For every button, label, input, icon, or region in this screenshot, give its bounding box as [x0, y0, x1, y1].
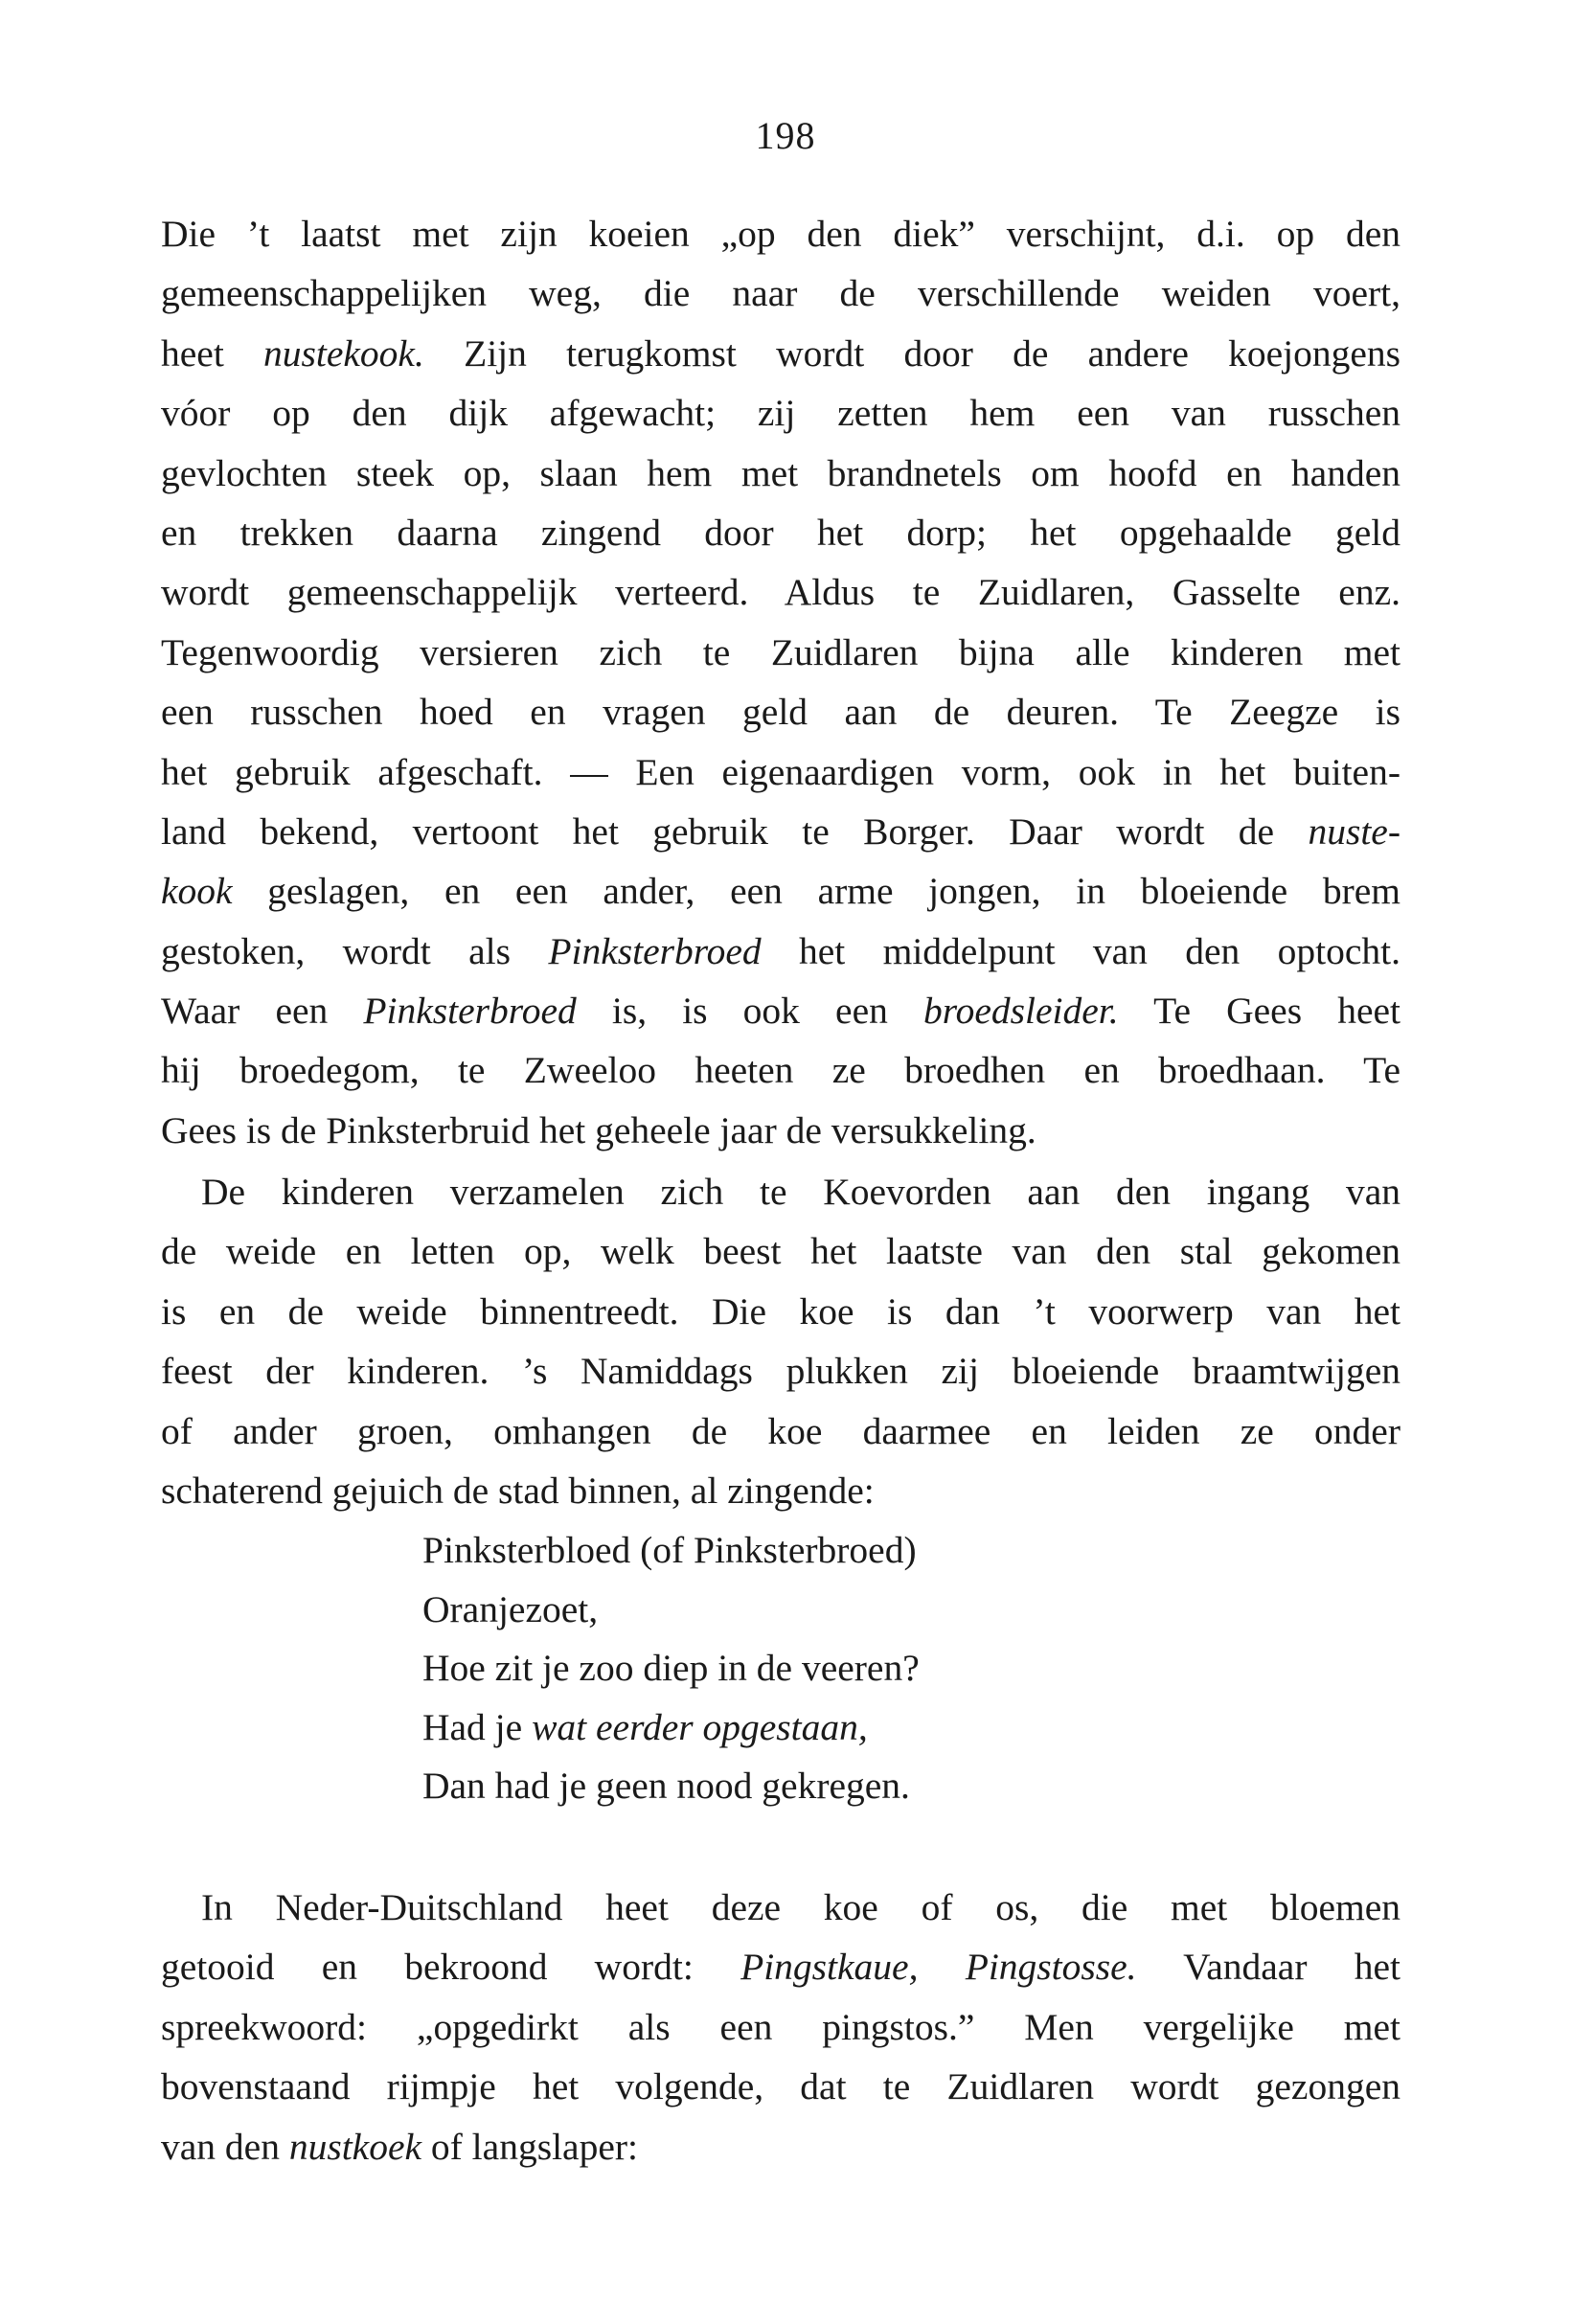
text-run: Hoe zit je zoo diep in de veeren? — [422, 1647, 920, 1689]
text-run: gevlochten steek op, slaan hem met brandnetels om hoofd en handen — [161, 451, 1400, 494]
text-line — [422, 1581, 920, 1640]
text-run: De kinderen verzamelen zich te Koevorden aan den ingang van — [201, 1171, 1400, 1213]
text-run: vóor op den dijk afgewacht; zij zetten hem een van russchen — [161, 392, 1400, 435]
text-line — [161, 1937, 1400, 1996]
text-line — [161, 503, 1400, 562]
text-line — [161, 1282, 1400, 1341]
paragraph-neder-duitschland — [161, 1878, 1400, 2176]
italic-term: Pinksterbroed — [363, 990, 577, 1033]
text-run: Had je — [422, 1705, 533, 1748]
text-run: feest der kinderen. ’s Namiddags plukken zij bloeiende braamtwijgen — [161, 1350, 1400, 1393]
text-run: een russchen hoed en vragen geld aan de deuren. Te Zeegze is — [161, 691, 1400, 734]
text-run: getooid en bekroond wordt: — [161, 1946, 741, 1989]
text-run: is, is ook een — [576, 990, 923, 1033]
text-line — [161, 623, 1400, 682]
paragraph-nustekook — [161, 204, 1400, 1160]
text-run: en trekken daarna zingend door het dorp; het opgehaalde geld — [161, 511, 1400, 554]
text-line — [161, 383, 1400, 443]
text-line — [161, 1401, 1400, 1461]
page-number: 198 — [755, 114, 816, 157]
text-line — [161, 1878, 1400, 1937]
text-line — [161, 1341, 1400, 1401]
text-line — [161, 742, 1400, 802]
italic-term: Pinksterbroed — [548, 929, 762, 972]
text-run: Oranjezoet, — [422, 1587, 599, 1630]
text-line — [422, 1521, 920, 1581]
text-line — [161, 2057, 1400, 2116]
text-run: Dan had je geen nood gekregen. — [422, 1765, 910, 1807]
text-run: gemeenschappelijken weg, die naar de verschillende weiden voert, — [161, 272, 1400, 315]
text-line — [161, 324, 1400, 383]
text-run: Gees is de Pinksterbruid het geheele jaar de versukkeling. — [161, 1108, 1036, 1151]
text-line — [161, 682, 1400, 741]
text-run: wordt gemeenschappelijk verteerd. Aldus te Zuidlaren, Gasselte enz. — [161, 571, 1400, 614]
italic-term: Pingstkaue, — [740, 1946, 919, 1989]
text-run: de weide en letten op, welk beest het laatste van den stal gekomen — [161, 1230, 1400, 1273]
text-run: het middelpunt van den optocht. — [761, 929, 1400, 972]
text-line — [161, 1162, 1400, 1221]
paragraph-koevorden — [161, 1162, 1400, 1520]
italic-term: broedsleider. — [922, 990, 1119, 1033]
text-run: van den — [161, 2125, 289, 2168]
text-run: Waar een — [161, 990, 364, 1033]
text-run — [918, 1946, 965, 1988]
text-run: gestoken, wordt als — [161, 929, 549, 972]
italic-term: nustkoek — [288, 2125, 422, 2168]
text-run: geslagen, en een ander, een arme jongen, in bloeiende brem — [232, 870, 1400, 913]
text-line — [422, 1757, 920, 1816]
text-line — [161, 1101, 1400, 1160]
text-line — [161, 1221, 1400, 1281]
text-run: land bekend, vertoont het gebruik te Borger. Daar wordt de — [161, 809, 1309, 853]
text-line — [161, 1040, 1400, 1100]
text-run: of langslaper: — [421, 2125, 638, 2168]
text-run: Pinksterbloed (of Pinksterbroed) — [422, 1529, 917, 1571]
text-line — [161, 204, 1400, 263]
text-run: Zijn terugkomst wordt door de andere koejongens — [423, 331, 1400, 375]
text-run: of ander groen, omhangen de koe daarmee en leiden ze onder — [161, 1409, 1400, 1452]
text-line — [161, 922, 1400, 981]
text-line — [161, 562, 1400, 622]
text-line — [422, 1639, 920, 1698]
italic-term: Pingstosse. — [965, 1946, 1137, 1989]
text-line — [161, 861, 1400, 921]
text-run: is en de weide binnentreedt. Die koe is dan ’t voorwerp van het — [161, 1289, 1400, 1333]
text-run: Vandaar het — [1136, 1946, 1400, 1989]
text-line — [161, 981, 1400, 1040]
text-run: spreekwoord: „opgedirkt als een pingstos.” Men vergelijke met — [161, 2005, 1400, 2048]
text-run: bovenstaand rijmpje het volgende, dat te Zuidlaren wordt gezongen — [161, 2065, 1400, 2108]
italic-term: kook — [161, 870, 233, 913]
text-line — [161, 444, 1400, 503]
italic-term: nuste- — [1308, 809, 1400, 853]
text-line — [161, 2117, 1400, 2176]
text-line — [161, 1997, 1400, 2057]
text-run: het gebruik afgeschaft. — Een eigenaardigen vorm, ook in het buiten- — [161, 750, 1400, 793]
text-run: hij broedegom, te Zweeloo heeten ze broedhen en broedhaan. Te — [161, 1049, 1400, 1092]
text-run: Te Gees heet — [1118, 990, 1400, 1033]
text-line — [161, 802, 1400, 861]
text-line — [422, 1698, 920, 1758]
italic-term: nustekook. — [263, 331, 424, 375]
text-line — [161, 1461, 1400, 1520]
text-run: Die ’t laatst met zijn koeien „op den diek” verschijnt, d.i. op den — [161, 213, 1400, 255]
text-run: Tegenwoordig versieren zich te Zuidlaren bijna alle kinderen met — [161, 630, 1400, 673]
text-line — [161, 263, 1400, 323]
text-run: heet — [161, 331, 264, 375]
text-run: In Neder-Duitschland heet deze koe of os, die met bloemen — [201, 1886, 1400, 1928]
italic-term: wat eerder opgestaan, — [532, 1705, 868, 1748]
text-run: schaterend gejuich de stad binnen, al zingende: — [161, 1469, 875, 1512]
verse-pinksterbloed — [422, 1521, 920, 1816]
